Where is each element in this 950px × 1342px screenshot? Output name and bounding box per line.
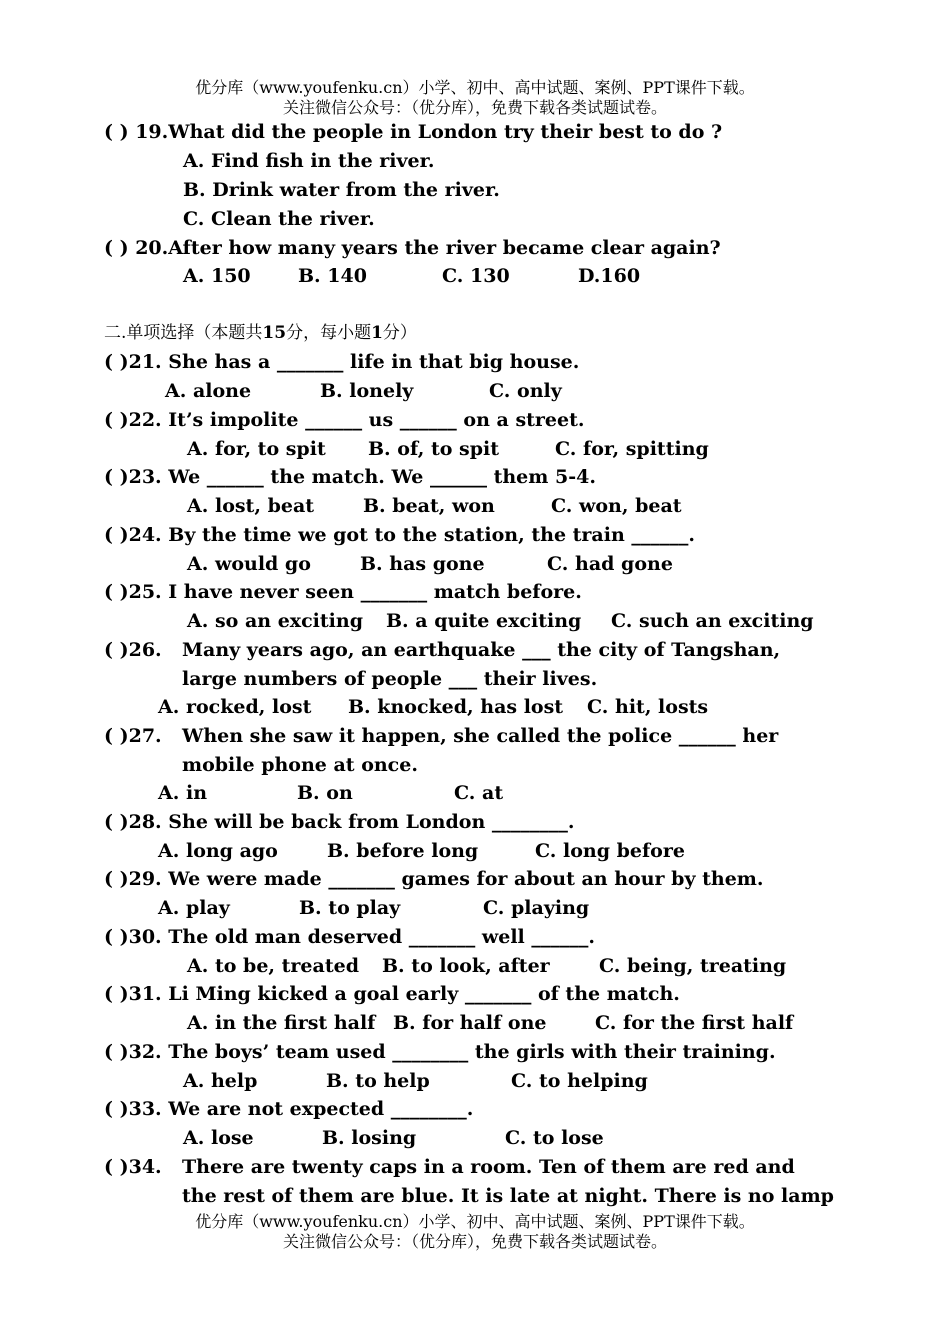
q28-option-a: A. long ago xyxy=(158,840,278,862)
section-2-title-prefix: 二.单项选择（本题共 xyxy=(104,323,263,343)
q23-option-a: A. lost, beat xyxy=(187,495,315,517)
q22-option-a: A. for, to spit xyxy=(187,438,326,460)
question-32 xyxy=(104,1038,776,1067)
q29-option-a: A. play xyxy=(158,897,230,919)
question-27 xyxy=(104,722,846,780)
q25-option-b: B. a quite exciting xyxy=(386,610,582,632)
question-22 xyxy=(104,406,585,435)
question-28-stem: She will be back from London ________. xyxy=(168,811,575,833)
section-2-title xyxy=(104,319,417,348)
q27-option-c: C. at xyxy=(454,782,504,804)
question-22-stem: It’s impolite ______ us ______ on a street. xyxy=(168,409,585,431)
q28-option-b: B. before long xyxy=(327,840,479,862)
q33-option-a: A. lose xyxy=(183,1127,254,1149)
question-24-stem: By the time we got to the station, the train ______. xyxy=(168,524,696,546)
question-27-stem-line-1: When she saw it happen, she called the police ______ her xyxy=(182,725,779,747)
question-29 xyxy=(104,865,764,894)
question-21-prefix: ( )21. xyxy=(104,351,162,373)
question-33-stem: We are not expected ________. xyxy=(168,1098,474,1120)
q23-option-c: C. won, beat xyxy=(551,495,682,517)
q25-option-c: C. such an exciting xyxy=(611,610,814,632)
q19-option-b: B. Drink water from the river. xyxy=(183,179,500,201)
q25-option-a: A. so an exciting xyxy=(187,610,363,632)
q24-option-a: A. would go xyxy=(187,553,311,575)
question-33-prefix: ( )33. xyxy=(104,1098,162,1120)
question-32-prefix: ( )32. xyxy=(104,1041,162,1063)
question-21-stem: She has a _______ life in that big house. xyxy=(168,351,580,373)
q19-option-c: C. Clean the river. xyxy=(183,208,375,230)
question-20-stem: ( ) 20.After how many years the river became clear again? xyxy=(104,237,721,259)
q19-option-a: A. Find fish in the river. xyxy=(183,150,435,172)
q20-option-c: C. 130 xyxy=(442,265,510,287)
question-34-stem-line-2: the rest of them are blue. It is late at night. There is no lamp xyxy=(182,1185,834,1207)
q27-option-b: B. on xyxy=(297,782,353,804)
question-31-stem: Li Ming kicked a goal early _______ of the match. xyxy=(168,983,680,1005)
section-2-each: 1 xyxy=(371,323,383,343)
question-31 xyxy=(104,980,680,1009)
question-33 xyxy=(104,1095,473,1124)
q31-option-b: B. for half one xyxy=(393,1012,547,1034)
q21-option-c: C. only xyxy=(489,380,562,402)
question-30 xyxy=(104,923,595,952)
q33-option-c: C. to lose xyxy=(505,1127,604,1149)
question-30-stem: The old man deserved _______ well ______. xyxy=(168,926,595,948)
question-28 xyxy=(104,808,575,837)
question-29-prefix: ( )29. xyxy=(104,868,162,890)
question-32-stem: The boys’ team used ________ the girls with their training. xyxy=(168,1041,776,1063)
q32-option-b: B. to help xyxy=(326,1070,430,1092)
question-28-prefix: ( )28. xyxy=(104,811,162,833)
q31-option-a: A. in the first half xyxy=(187,1012,376,1034)
question-30-prefix: ( )30. xyxy=(104,926,162,948)
q24-option-b: B. has gone xyxy=(360,553,485,575)
question-26 xyxy=(104,636,846,694)
question-34-stem-line-1: There are twenty caps in a room. Ten of them are red and xyxy=(182,1156,795,1178)
q29-option-b: B. to play xyxy=(299,897,401,919)
q33-option-b: B. losing xyxy=(322,1127,417,1149)
question-34-prefix: ( )34. xyxy=(104,1156,162,1178)
q21-option-b: B. lonely xyxy=(320,380,414,402)
q20-option-d: D.160 xyxy=(578,265,641,287)
q24-option-c: C. had gone xyxy=(547,553,673,575)
q30-option-b: B. to look, after xyxy=(382,955,550,977)
question-19-stem: ( ) 19.What did the people in London try their best to do ? xyxy=(104,121,723,143)
q20-option-a: A. 150 xyxy=(183,265,251,287)
q23-option-b: B. beat, won xyxy=(363,495,495,517)
question-26-stem-line-2: large numbers of people ___ their lives. xyxy=(182,668,598,690)
question-25-prefix: ( )25. xyxy=(104,581,162,603)
q30-option-a: A. to be, treated xyxy=(187,955,359,977)
q21-option-a: A. alone xyxy=(165,380,252,402)
q26-option-b: B. knocked, has lost xyxy=(348,696,564,718)
section-2-title-suffix: 分） xyxy=(382,323,417,343)
q26-option-a: A. rocked, lost xyxy=(158,696,312,718)
question-24 xyxy=(104,521,695,550)
q31-option-c: C. for the first half xyxy=(595,1012,794,1034)
header-line-2: 关注微信公众号：（优分库），免费下载各类试题试卷。 xyxy=(282,98,667,117)
question-22-prefix: ( )22. xyxy=(104,409,162,431)
question-23 xyxy=(104,463,596,492)
q27-option-a: A. in xyxy=(158,782,208,804)
section-2-total: 15 xyxy=(262,323,287,343)
question-23-stem: We ______ the match. We ______ them 5-4. xyxy=(168,466,596,488)
q30-option-c: C. being, treating xyxy=(599,955,787,977)
question-26-prefix: ( )26. xyxy=(104,639,162,661)
q22-option-b: B. of, to spit xyxy=(368,438,499,460)
question-24-prefix: ( )24. xyxy=(104,524,162,546)
q28-option-c: C. long before xyxy=(535,840,685,862)
q29-option-c: C. playing xyxy=(483,897,590,919)
q32-option-a: A. help xyxy=(183,1070,258,1092)
question-34 xyxy=(104,1153,846,1211)
question-25 xyxy=(104,578,582,607)
question-31-prefix: ( )31. xyxy=(104,983,162,1005)
q22-option-c: C. for, spitting xyxy=(555,438,709,460)
question-26-stem-line-1: Many years ago, an earthquake ___ the city of Tangshan, xyxy=(182,639,781,661)
section-2-title-mid: 分，每小题 xyxy=(286,323,372,343)
header-line-1: 优分库（www.youfenku.cn）小学、初中、高中试题、案例、PPT课件下载。 xyxy=(195,78,755,97)
q20-option-b: B. 140 xyxy=(298,265,367,287)
question-21 xyxy=(104,348,579,377)
footer-line-1: 优分库（www.youfenku.cn）小学、初中、高中试题、案例、PPT课件下载。 xyxy=(195,1212,755,1231)
question-29-stem: We were made _______ games for about an hour by them. xyxy=(168,868,764,890)
question-25-stem: I have never seen _______ match before. xyxy=(168,581,582,603)
question-23-prefix: ( )23. xyxy=(104,466,162,488)
q26-option-c: C. hit, losts xyxy=(587,696,709,718)
footer-line-2: 关注微信公众号：（优分库），免费下载各类试题试卷。 xyxy=(282,1232,667,1251)
q32-option-c: C. to helping xyxy=(511,1070,648,1092)
question-27-prefix: ( )27. xyxy=(104,725,162,747)
question-27-stem-line-2: mobile phone at once. xyxy=(182,754,418,776)
